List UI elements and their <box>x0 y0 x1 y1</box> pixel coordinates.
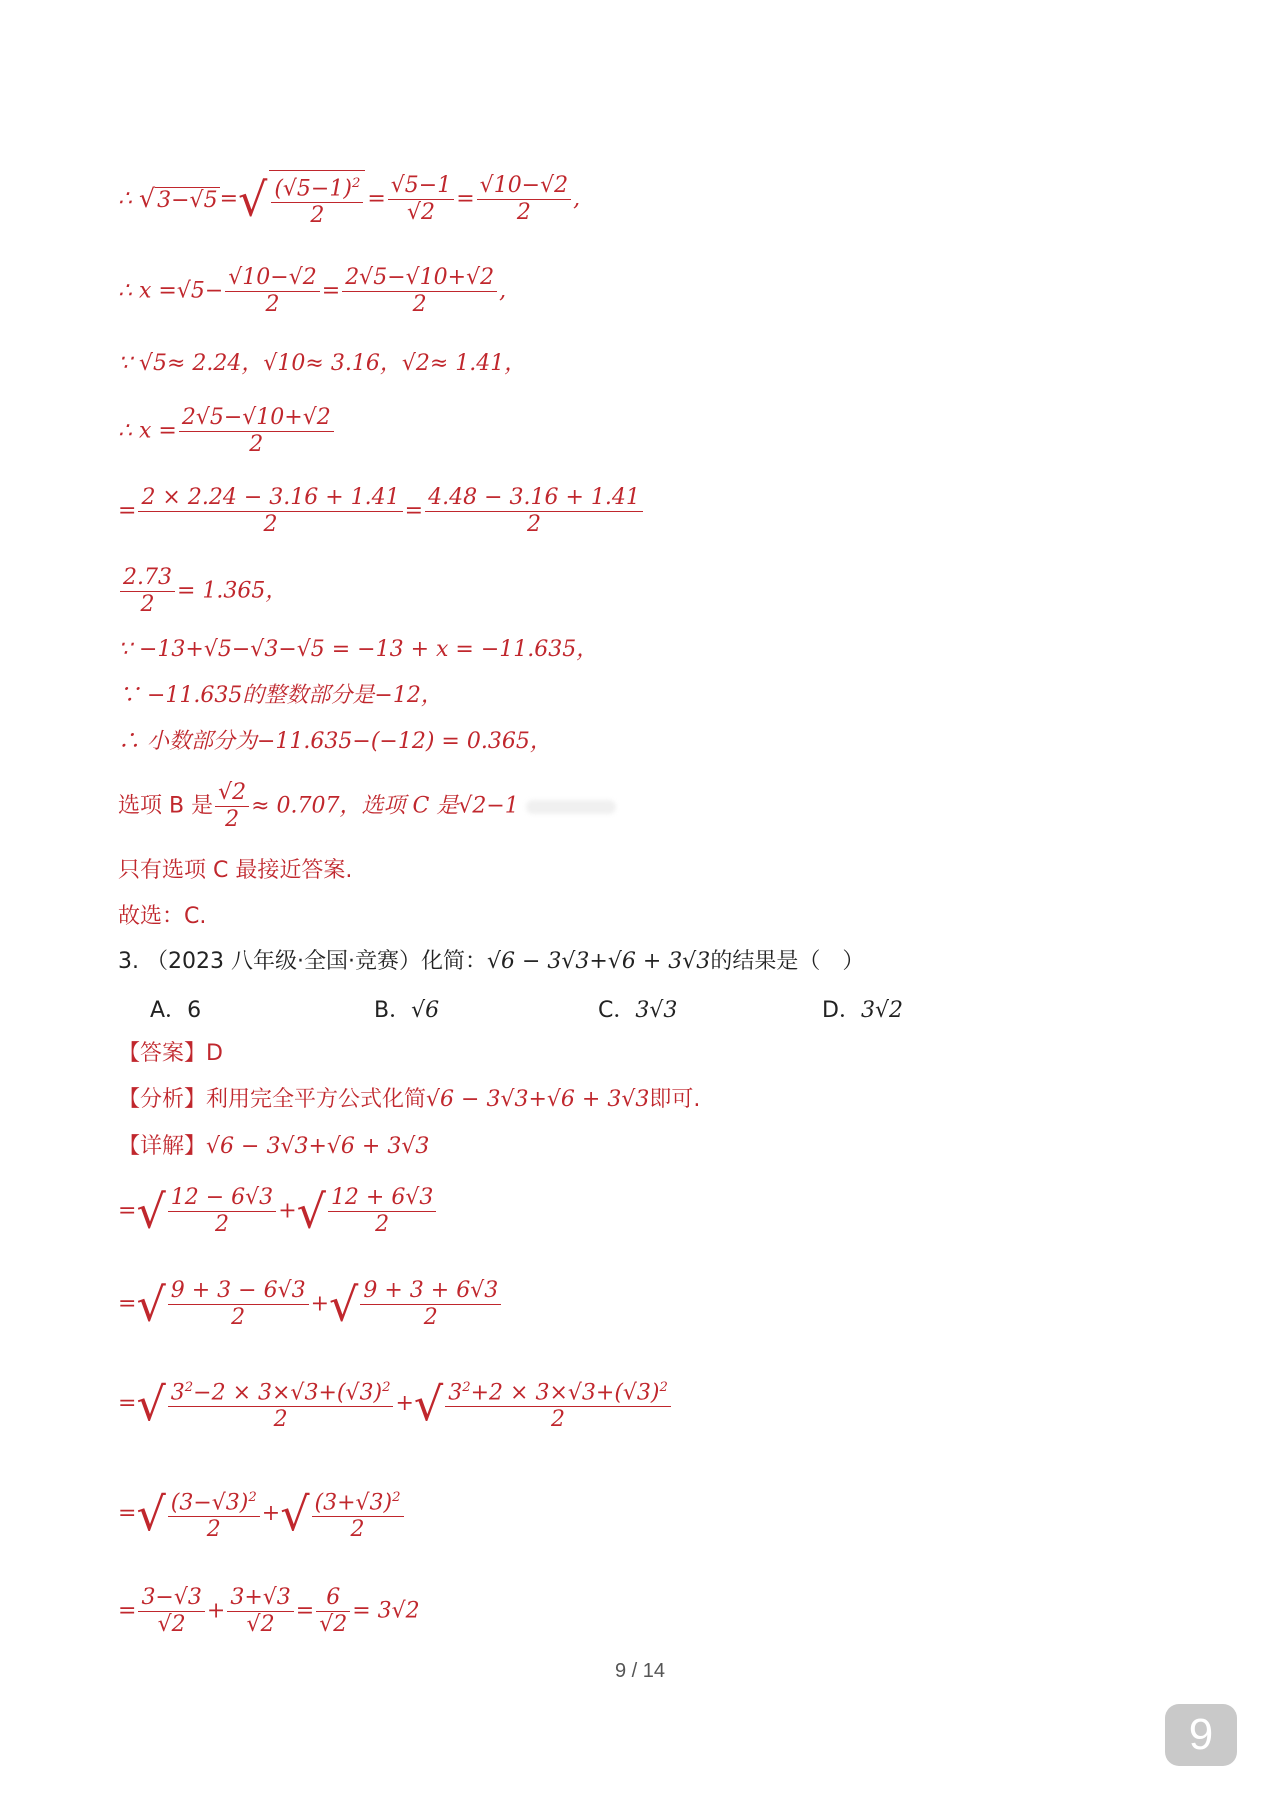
question-number: 3. <box>118 949 139 974</box>
question-source: （2023 八年级·全国·竞赛）化简： <box>146 949 487 974</box>
solution-line-12: 故选：C. <box>118 904 207 929</box>
page-indicator: 9 / 14 <box>614 1660 666 1682</box>
blurred-region <box>526 800 616 814</box>
detail-step-5: = $\frac{3-√3}{√2}$ + $\frac{3+√3}{√2}$ = $\frac{6}{√2}$ = 3√2 <box>118 1585 420 1637</box>
option-b: B．√6 <box>374 998 440 1023</box>
solution-line-3: ∵ √5≈ 2.24，√10≈ 3.16，√2≈ 1.41， <box>118 351 527 376</box>
solution-line-4: ∴ x = $\frac{2√5-√10+√2}{2}$ <box>118 405 336 458</box>
solution-line-11: 只有选项 C 最接近答案. <box>118 858 353 883</box>
page-badge[interactable]: 9 <box>1165 1704 1237 1766</box>
solution-line-6: $\frac{2.73}{2}$ = 1.365， <box>118 565 287 618</box>
question-expression: √6 − 3√3+√6 + 3√3 <box>486 949 711 974</box>
option-c: C．3√3 <box>598 998 678 1023</box>
detail-step-1: =√ $\frac{12 - 6√3}{2}$ +√ $\frac{12 + 6√3}{2}$ <box>118 1185 438 1238</box>
detail-step-2: =√ $\frac{9 + 3 - 6√3}{2}$ +√ $\frac{9 + 3 + 6√3}{2}$ <box>118 1278 503 1331</box>
detail-step-3: =√ $\frac{3^2-2 \times 3\times√3+(√3)^2}{2}$ +√ $\frac{3^2+2 \times 3\times√3+(√3)^2}{2}$ <box>118 1375 673 1433</box>
solution-line-7: ∵ −13+√5−√3−√5 = −13 + x = −11.635， <box>118 637 599 662</box>
detail-line: 【详解】√6 − 3√3+√6 + 3√3 <box>118 1134 430 1159</box>
analysis-line: 【分析】利用完全平方公式化简√6 − 3√3+√6 + 3√3即可. <box>118 1087 701 1112</box>
solution-line-10: 选项 B 是 $\frac{√2}{2}$ ≈ 0.707，选项 C 是√2−1 <box>118 780 616 833</box>
solution-line-1: ∴ √3−√5=√ $\frac{(√5-1)^2}{2}$ = $\frac{√5-1}{√2}$ = $\frac{√10-√2}{2}$ , <box>118 170 580 229</box>
solution-line-8: ∵ −11.635的整数部分是−12， <box>118 683 443 708</box>
solution-line-9: ∴ 小数部分为−11.635−(−12) = 0.365， <box>118 729 552 754</box>
detail-step-4: =√ $\frac{(3-√3)^2}{2}$ +√ $\frac{(3+√3)^2}{2}$ <box>118 1485 406 1543</box>
question-tail: 的结果是（ ） <box>710 949 865 974</box>
option-a: A．6 <box>150 998 202 1023</box>
option-d: D．3√2 <box>822 998 903 1023</box>
solution-line-2: ∴ x =√5− $\frac{√10-√2}{2}$ = $\frac{2√5-√10+√2}{2}$ , <box>118 265 507 317</box>
answer-line: 【答案】D <box>118 1041 223 1066</box>
solution-line-5: = $\frac{2 \times 2.24 - 3.16 + 1.41}{2}$ = $\frac{4.48 - 3.16 + 1.41}{2}$ <box>118 485 645 538</box>
question-3 <box>118 948 864 976</box>
